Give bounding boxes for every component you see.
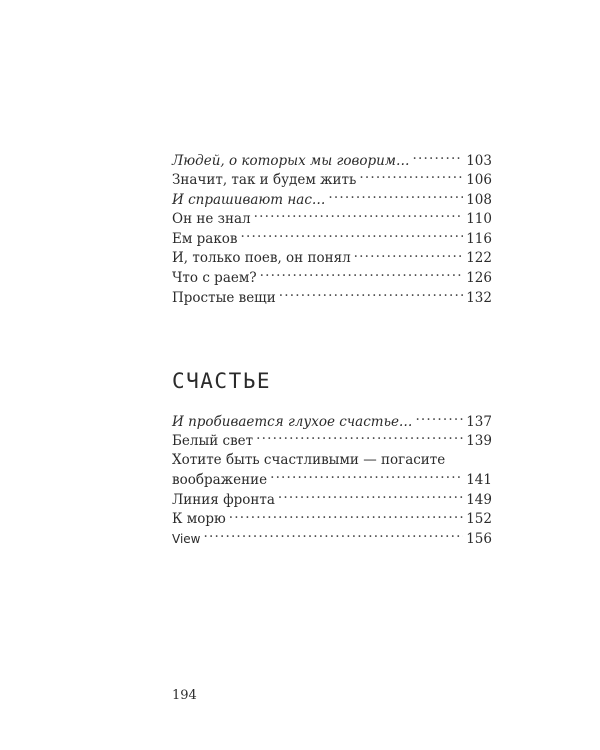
toc-entry-title: И, только поев, он понял	[172, 250, 351, 267]
toc-entry[interactable]	[172, 249, 492, 269]
toc-entry-page: 108	[466, 191, 492, 208]
dot-leader	[256, 432, 463, 446]
toc-entry-page: 152	[466, 511, 492, 528]
dot-leader	[241, 229, 464, 243]
toc-entry[interactable]	[172, 171, 492, 191]
toc-entry-title-line1: Хотите быть счастливыми — погасите	[172, 452, 446, 469]
dot-leader	[413, 151, 464, 165]
dot-leader	[278, 490, 463, 504]
page-number: 194	[172, 688, 197, 703]
section-heading: СЧАСТЬЕ	[172, 369, 272, 393]
toc-entry-title: View	[172, 532, 201, 547]
toc-entry[interactable]	[172, 210, 492, 230]
toc-entry-page: 126	[466, 270, 492, 287]
toc-entry[interactable]	[172, 229, 492, 249]
toc-entry-title: Значит, так и будем жить	[172, 172, 357, 189]
toc-entry-title: Белый свет	[172, 433, 254, 450]
dot-leader	[359, 171, 463, 185]
toc-entry-page: 156	[466, 531, 492, 548]
toc-entry-title-line2: воображение	[172, 472, 268, 489]
dot-leader	[260, 269, 464, 283]
toc-entry[interactable]	[172, 510, 492, 530]
toc-entry[interactable]	[172, 530, 492, 550]
toc-entry-title: К морю	[172, 511, 226, 528]
toc-list-part1	[172, 151, 492, 308]
toc-entry-title: Простые вещи	[172, 289, 276, 306]
toc-entry-title: Людей, о которых мы говорим…	[172, 152, 410, 169]
toc-entry[interactable]	[172, 490, 492, 510]
dot-leader	[354, 249, 464, 263]
toc-entry-page: 110	[466, 211, 492, 228]
toc-entry-page: 106	[466, 172, 492, 189]
toc-entry-title: Что с раем?	[172, 270, 257, 287]
toc-entry-page: 137	[466, 413, 492, 430]
toc-entry-title: И пробивается глухое счастье…	[172, 413, 413, 430]
toc-entry-page: 132	[466, 289, 492, 306]
dot-leader	[415, 412, 463, 426]
toc-entry[interactable]	[172, 432, 492, 452]
toc-entry[interactable]	[172, 412, 492, 432]
toc-entry[interactable]	[172, 190, 492, 210]
toc-entry-title: И спрашивают нас…	[172, 191, 326, 208]
toc-entry-multiline[interactable]	[172, 451, 492, 490]
toc-entry[interactable]	[172, 269, 492, 289]
dot-leader	[270, 471, 463, 485]
toc-entry-title: Линия фронта	[172, 491, 275, 508]
dot-leader	[328, 190, 463, 204]
toc-entry-title: Ем раков	[172, 230, 238, 247]
dot-leader	[279, 288, 463, 302]
toc-entry-page: 141	[466, 472, 492, 489]
toc-entry-page: 103	[466, 152, 492, 169]
toc-entry-page: 122	[466, 250, 492, 267]
toc-entry-page: 116	[466, 230, 492, 247]
dot-leader	[203, 530, 463, 544]
toc-entry-title: Он не знал	[172, 211, 251, 228]
toc-entry[interactable]	[172, 151, 492, 171]
toc-entry-page: 139	[466, 433, 492, 450]
toc-list-part2	[172, 412, 492, 549]
dot-leader	[254, 210, 464, 224]
toc-entry-page: 149	[466, 491, 492, 508]
toc-entry[interactable]	[172, 288, 492, 308]
dot-leader	[229, 510, 463, 524]
